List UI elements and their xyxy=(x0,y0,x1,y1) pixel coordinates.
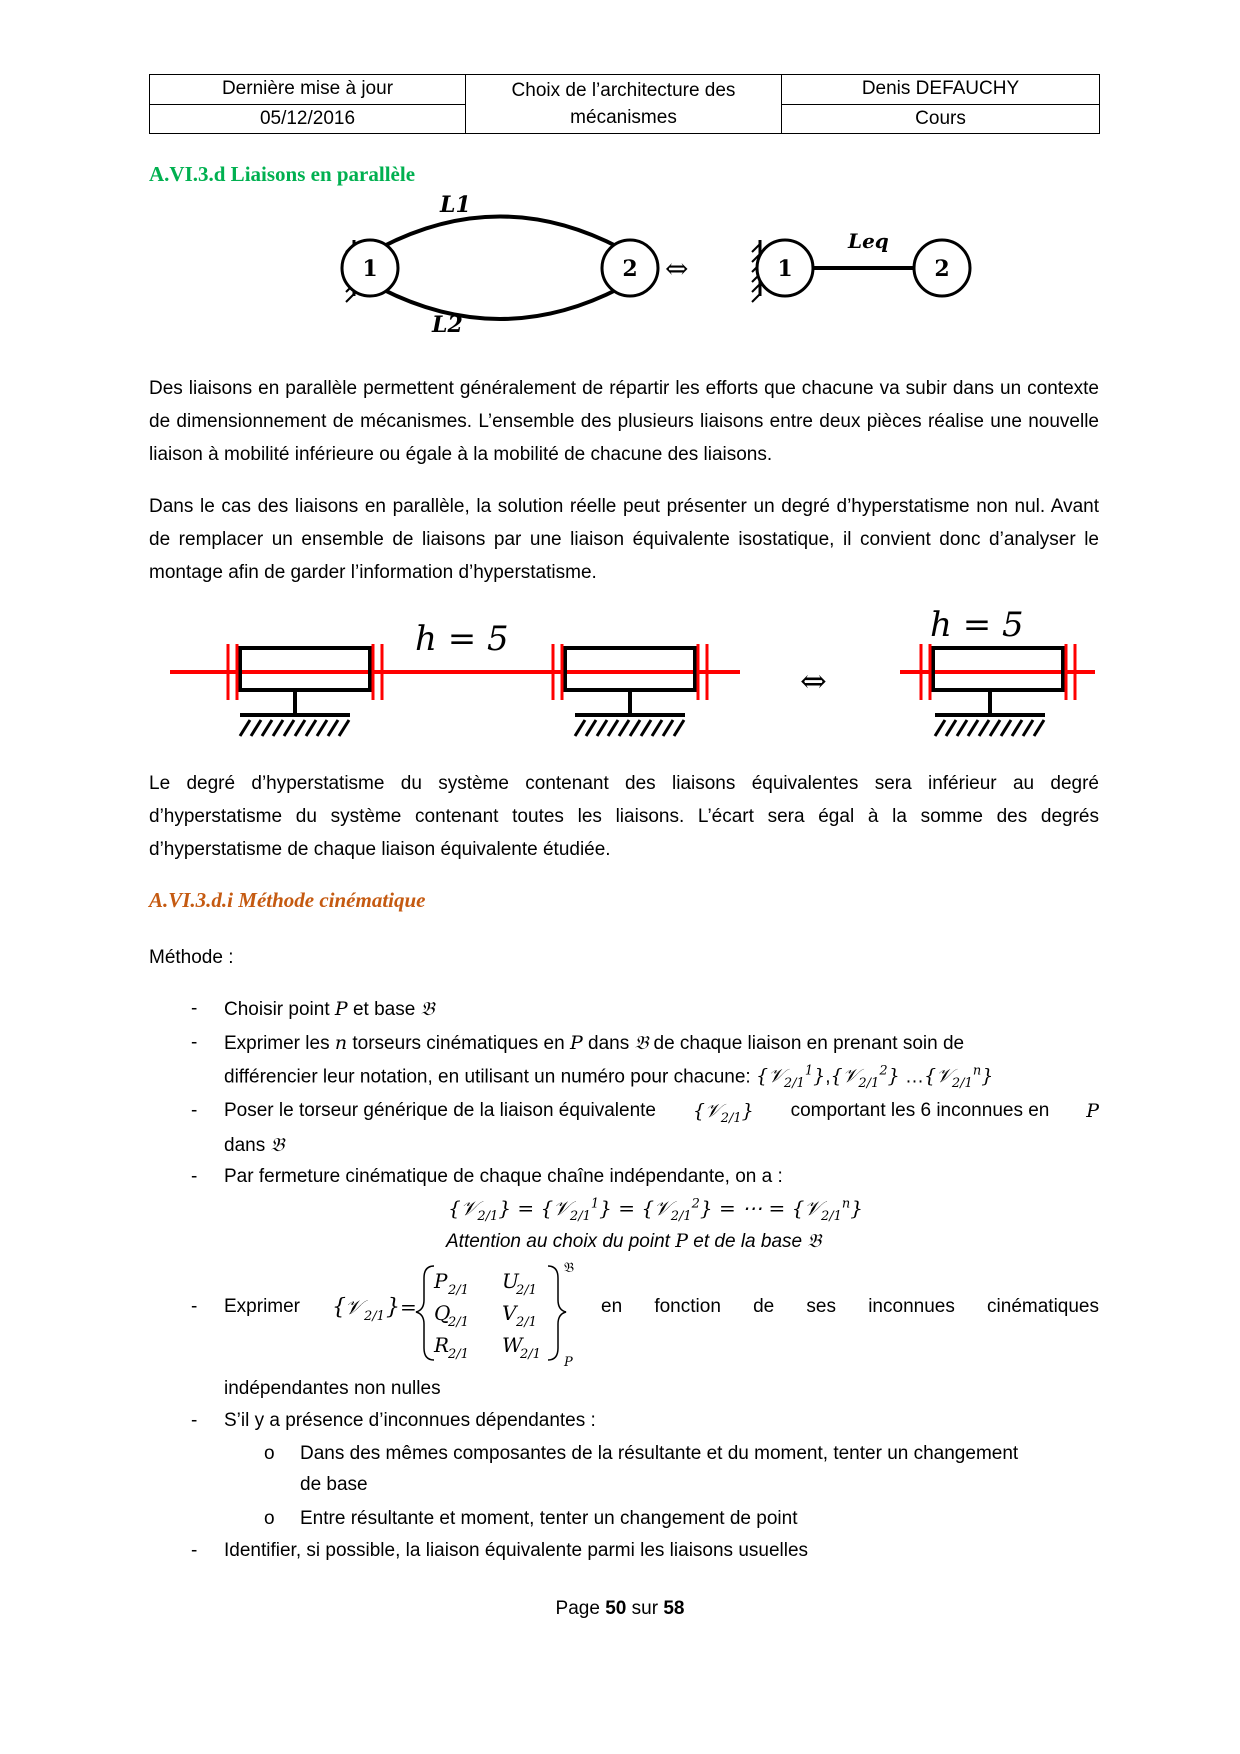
step-2-dash: - xyxy=(191,1032,198,1053)
section-title: A.VI.3.d Liaisons en parallèle xyxy=(149,162,416,186)
solid-1-label-right: 1 xyxy=(777,256,793,282)
last-update-date: 05/12/2016 xyxy=(150,104,466,134)
ground-hatch-bottom-1 xyxy=(240,720,349,736)
sub-bullet-1: o xyxy=(264,1443,275,1464)
torsor-equivalent: {𝒱$_{2/1}$} xyxy=(692,1100,754,1126)
hyperstatism-label-left: h = 5 xyxy=(415,619,509,659)
step-7-dash: - xyxy=(191,1540,198,1561)
bearing-housing-2 xyxy=(565,648,695,690)
svg-text:Q: Q xyxy=(434,1301,451,1325)
document-title: Choix de l’architecture des mécanismes xyxy=(466,75,782,134)
step-4-text: Par fermeture cinématique de chaque chaîne indépendante, on a : xyxy=(224,1166,783,1187)
svg-text:{: { xyxy=(332,1295,346,1320)
svg-text:P: P xyxy=(564,1355,573,1368)
paragraph-1: Des liaisons en parallèle permettent généralement de répartir les efforts que chacune va subir dans un contexte de dimensionnement de mécanismes. L’ensemble des plusieurs liaisons entre deux pièces réalise une nouvelle liaison à mobilité inférieure ou égale à la mobilité de chacune des liaisons. xyxy=(149,378,1099,465)
bearing-housing-equivalent xyxy=(933,648,1063,690)
step-6-option-1-line-1: Dans des mêmes composantes de la résultante et du moment, tenter un changement xyxy=(300,1443,1019,1464)
document-type: Cours xyxy=(782,104,1100,134)
paragraph-3: Le degré d’hyperstatisme du système contenant des liaisons équivalentes sera inférieur au degré d’hyperstatisme du système contenant toutes les liaisons. L’écart sera égal à la somme des degrés d’hyperstatisme de chaque liaison équivalente étudiée. xyxy=(149,773,1099,860)
step-5-line-2: indépendantes non nulles xyxy=(224,1378,441,1399)
equivalence-symbol-1: ⇔ xyxy=(665,252,689,285)
svg-text:U: U xyxy=(502,1269,519,1293)
sub-bullet-2: o xyxy=(264,1508,275,1529)
svg-text:2/1: 2/1 xyxy=(516,1315,537,1330)
left-assembly xyxy=(170,619,740,736)
step-2-line-2: différencier leur notation, en utilisant un numéro pour chacune: {𝒱$_{2/1}^1$},{𝒱$_{2/1}^2$} …{𝒱$_{2/1}^n$} xyxy=(224,1064,994,1092)
svg-text:V: V xyxy=(502,1301,517,1325)
step-3-dash: - xyxy=(191,1100,198,1121)
step-1-text: Choisir point P et base 𝔅 xyxy=(224,998,435,1020)
step-3-line-1: Poser le torseur générique de la liaison équivalente {𝒱$_{2/1}$} comportant les 6 inconnues en P xyxy=(224,1100,1099,1126)
svg-text:=: = xyxy=(400,1295,417,1319)
svg-text:2/1: 2/1 xyxy=(520,1347,541,1362)
link-l2-label: L2 xyxy=(432,312,463,338)
closure-equation: {𝒱$_{2/1}$} = {𝒱$_{2/1}^1$} = {𝒱$_{2/1}^2$} = ⋯ = {𝒱$_{2/1}^n$} xyxy=(448,1196,864,1224)
right-assembly xyxy=(900,605,1095,736)
kinematic-torsor-matrix xyxy=(330,1258,590,1368)
solid-2-label-right: 2 xyxy=(934,256,950,282)
step-6-dash: - xyxy=(191,1410,198,1431)
bearing-housing-1 xyxy=(240,648,370,690)
ground-hatch-bottom-3 xyxy=(935,720,1044,736)
step-6-text: S’il y a présence d’inconnues dépendantes : xyxy=(224,1410,596,1431)
link-leq-label: Leq xyxy=(848,229,889,253)
step-6-option-2: Entre résultante et moment, tenter un changement de point xyxy=(300,1508,798,1529)
step-5-suffix: en fonction de ses inconnues cinématiques xyxy=(601,1296,1099,1317)
author: Denis DEFAUCHY xyxy=(782,75,1100,105)
subsection-title: A.VI.3.d.i Méthode cinématique xyxy=(149,888,426,912)
step-7-text: Identifier, si possible, la liaison équivalente parmi les liaisons usuelles xyxy=(224,1540,809,1561)
torsor-vn: {𝒱$_{2/1}^n$} xyxy=(923,1064,994,1092)
header-table xyxy=(149,74,1100,134)
step-3-line-2: dans 𝔅 xyxy=(224,1134,285,1156)
step-1-dash: - xyxy=(191,998,198,1019)
closure-note: Attention au choix du point P et de la base 𝔅 xyxy=(446,1230,822,1252)
svg-text:W: W xyxy=(502,1333,523,1357)
step-5-dash: - xyxy=(191,1296,198,1317)
solid-1-label: 1 xyxy=(362,256,378,282)
svg-text:}: } xyxy=(386,1295,400,1320)
svg-text:𝒱: 𝒱 xyxy=(345,1295,362,1319)
step-5-label: Exprimer xyxy=(224,1296,301,1317)
torsor-v1: {𝒱$_{2/1}^1$} xyxy=(755,1064,826,1092)
link-l2-arc xyxy=(380,288,620,319)
parallel-links-diagram xyxy=(320,190,980,350)
equivalence-symbol-2: ⇔ xyxy=(800,662,827,700)
svg-text:P: P xyxy=(434,1269,448,1293)
link-l1-arc xyxy=(380,217,620,249)
hyperstatism-diagram xyxy=(165,600,1105,750)
method-label: Méthode : xyxy=(149,947,234,968)
torsor-v2: {𝒱$_{2/1}^2$} xyxy=(830,1064,900,1092)
svg-text:2/1: 2/1 xyxy=(516,1283,537,1298)
link-l1-label: L1 xyxy=(440,192,471,218)
svg-text:𝔅: 𝔅 xyxy=(564,1260,575,1276)
svg-text:R: R xyxy=(434,1333,450,1357)
step-4-dash: - xyxy=(191,1166,198,1187)
solid-2-label: 2 xyxy=(622,256,638,282)
page-footer: Page 50 sur 58 xyxy=(555,1598,685,1619)
step-2-line-1: Exprimer les n torseurs cinématiques en P dans 𝔅 de chaque liaison en prenant soin de xyxy=(224,1032,965,1054)
ground-hatch-bottom-2 xyxy=(575,720,684,736)
last-update-label: Dernière mise à jour xyxy=(150,75,466,105)
svg-text:2/1: 2/1 xyxy=(448,1315,469,1330)
svg-text:2/1: 2/1 xyxy=(364,1309,385,1324)
paragraph-2: Dans le cas des liaisons en parallèle, la solution réelle peut présenter un degré d’hyperstatisme non nul. Avant de remplacer un ensemble de liaisons par une liaison équivalente isostatique, il convient donc d’analyser le montage afin de garder l’information d’hyperstatisme. xyxy=(149,496,1099,583)
svg-text:2/1: 2/1 xyxy=(448,1283,469,1298)
step-6-option-1-line-2: de base xyxy=(300,1474,368,1495)
hyperstatism-label-right: h = 5 xyxy=(930,605,1024,645)
svg-text:2/1: 2/1 xyxy=(448,1347,469,1362)
